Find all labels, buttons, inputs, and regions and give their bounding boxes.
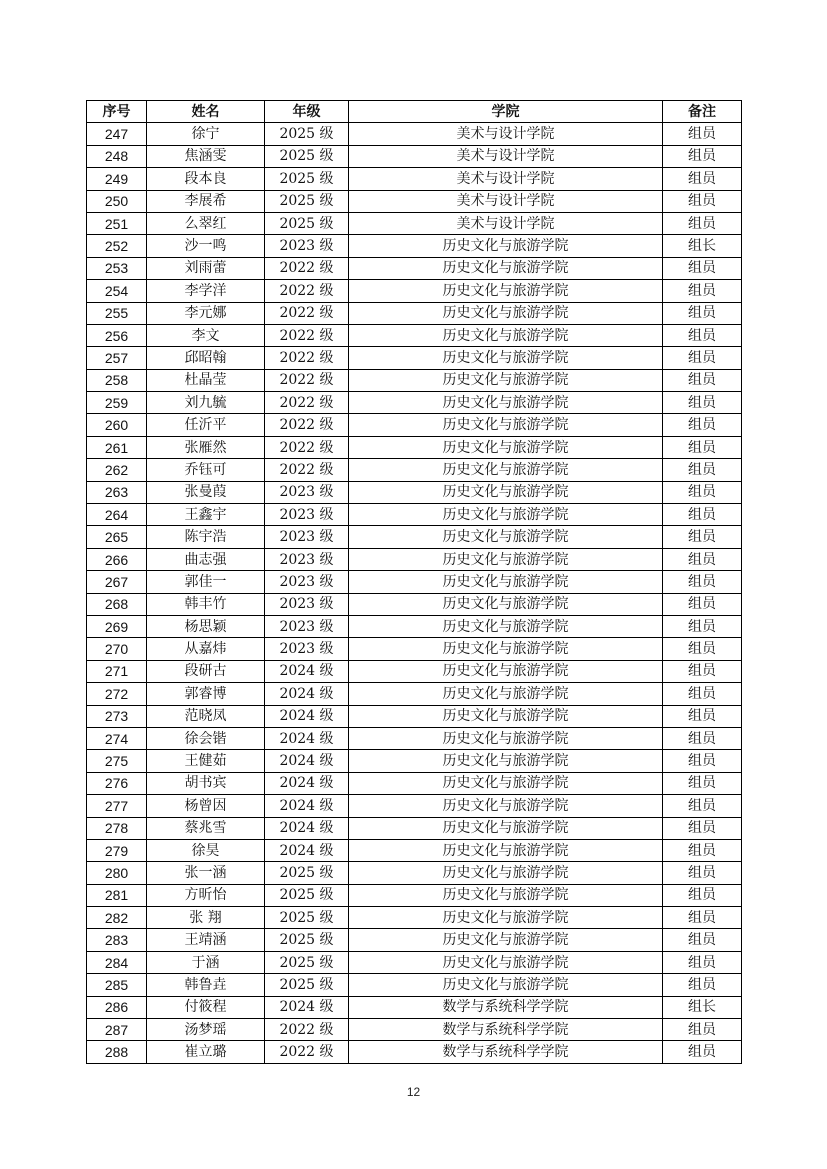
cell-college: 历史文化与旅游学院: [349, 369, 663, 391]
cell-college: 历史文化与旅游学院: [349, 638, 663, 660]
cell-remark: 组员: [663, 392, 742, 414]
cell-index: 249: [87, 168, 147, 190]
cell-name: 崔立璐: [147, 1041, 265, 1063]
cell-index: 263: [87, 481, 147, 503]
cell-remark: 组员: [663, 750, 742, 772]
table-row: [87, 951, 742, 973]
cell-name: 郭佳一: [147, 571, 265, 593]
cell-college: 历史文化与旅游学院: [349, 929, 663, 951]
cell-remark: 组员: [663, 481, 742, 503]
cell-remark: 组员: [663, 951, 742, 973]
cell-remark: 组员: [663, 347, 742, 369]
table-row: [87, 145, 742, 167]
table-row: [87, 974, 742, 996]
table-row: [87, 683, 742, 705]
cell-index: 270: [87, 638, 147, 660]
cell-index: 285: [87, 974, 147, 996]
table-row: [87, 638, 742, 660]
cell-index: 255: [87, 302, 147, 324]
table-row: [87, 571, 742, 593]
table-row: [87, 907, 742, 929]
cell-college: 历史文化与旅游学院: [349, 817, 663, 839]
cell-name: 沙一鸣: [147, 235, 265, 257]
cell-grade: 2024 级: [265, 772, 349, 794]
table-row: [87, 705, 742, 727]
cell-name: 段本良: [147, 168, 265, 190]
table-header-row: [87, 101, 742, 123]
cell-college: 数学与系统科学学院: [349, 996, 663, 1018]
cell-remark: 组员: [663, 817, 742, 839]
table-row: [87, 1041, 742, 1063]
cell-remark: 组员: [663, 436, 742, 458]
cell-name: 韩鲁垚: [147, 974, 265, 996]
cell-grade: 2025 级: [265, 929, 349, 951]
cell-remark: 组员: [663, 324, 742, 346]
cell-remark: 组员: [663, 459, 742, 481]
cell-grade: 2024 级: [265, 996, 349, 1018]
cell-remark: 组员: [663, 615, 742, 637]
cell-grade: 2025 级: [265, 974, 349, 996]
cell-index: 253: [87, 257, 147, 279]
cell-name: 杨思颖: [147, 615, 265, 637]
cell-grade: 2022 级: [265, 369, 349, 391]
table-row: [87, 347, 742, 369]
cell-college: 美术与设计学院: [349, 212, 663, 234]
cell-remark: 组员: [663, 683, 742, 705]
cell-remark: 组员: [663, 795, 742, 817]
cell-index: 268: [87, 593, 147, 615]
cell-name: 胡书宾: [147, 772, 265, 794]
cell-index: 265: [87, 526, 147, 548]
cell-college: 历史文化与旅游学院: [349, 235, 663, 257]
cell-name: 焦涵雯: [147, 145, 265, 167]
cell-name: 汤梦瑶: [147, 1019, 265, 1041]
cell-grade: 2022 级: [265, 414, 349, 436]
cell-name: 于涵: [147, 951, 265, 973]
cell-index: 275: [87, 750, 147, 772]
table-row: [87, 324, 742, 346]
cell-college: 美术与设计学院: [349, 145, 663, 167]
cell-name: 徐会锴: [147, 727, 265, 749]
cell-index: 282: [87, 907, 147, 929]
cell-grade: 2025 级: [265, 862, 349, 884]
cell-grade: 2024 级: [265, 727, 349, 749]
table-row: [87, 996, 742, 1018]
cell-grade: 2023 级: [265, 235, 349, 257]
cell-grade: 2023 级: [265, 548, 349, 570]
cell-index: 278: [87, 817, 147, 839]
table-row: [87, 817, 742, 839]
cell-college: 历史文化与旅游学院: [349, 414, 663, 436]
cell-remark: 组员: [663, 123, 742, 145]
cell-college: 历史文化与旅游学院: [349, 683, 663, 705]
cell-index: 254: [87, 280, 147, 302]
cell-grade: 2022 级: [265, 280, 349, 302]
cell-remark: 组长: [663, 235, 742, 257]
cell-index: 251: [87, 212, 147, 234]
cell-college: 美术与设计学院: [349, 190, 663, 212]
cell-grade: 2022 级: [265, 347, 349, 369]
cell-grade: 2024 级: [265, 660, 349, 682]
cell-remark: 组员: [663, 526, 742, 548]
cell-grade: 2022 级: [265, 1041, 349, 1063]
cell-index: 284: [87, 951, 147, 973]
cell-college: 历史文化与旅游学院: [349, 504, 663, 526]
header-index: 序号: [87, 101, 147, 123]
cell-remark: 组员: [663, 168, 742, 190]
cell-index: 259: [87, 392, 147, 414]
cell-grade: 2022 级: [265, 324, 349, 346]
cell-remark: 组员: [663, 548, 742, 570]
cell-college: 历史文化与旅游学院: [349, 436, 663, 458]
cell-name: 段研古: [147, 660, 265, 682]
cell-grade: 2023 级: [265, 481, 349, 503]
table-row: [87, 862, 742, 884]
cell-name: 范晓凤: [147, 705, 265, 727]
cell-index: 286: [87, 996, 147, 1018]
cell-college: 历史文化与旅游学院: [349, 571, 663, 593]
member-table: [86, 100, 742, 1064]
cell-grade: 2025 级: [265, 884, 349, 906]
cell-index: 273: [87, 705, 147, 727]
cell-name: 郭睿博: [147, 683, 265, 705]
cell-college: 美术与设计学院: [349, 123, 663, 145]
cell-grade: 2022 级: [265, 257, 349, 279]
cell-grade: 2022 级: [265, 436, 349, 458]
cell-name: 王鑫宇: [147, 504, 265, 526]
cell-college: 历史文化与旅游学院: [349, 750, 663, 772]
cell-college: 历史文化与旅游学院: [349, 347, 663, 369]
page-number: 12: [406, 1085, 421, 1099]
cell-college: 历史文化与旅游学院: [349, 772, 663, 794]
cell-college: 数学与系统科学学院: [349, 1019, 663, 1041]
cell-remark: 组员: [663, 862, 742, 884]
cell-name: 杜晶莹: [147, 369, 265, 391]
cell-index: 287: [87, 1019, 147, 1041]
cell-college: 历史文化与旅游学院: [349, 302, 663, 324]
cell-index: 248: [87, 145, 147, 167]
header-college: 学院: [349, 101, 663, 123]
header-remark: 备注: [663, 101, 742, 123]
table-row: [87, 436, 742, 458]
cell-remark: 组员: [663, 772, 742, 794]
cell-grade: 2022 级: [265, 1019, 349, 1041]
cell-college: 历史文化与旅游学院: [349, 324, 663, 346]
cell-remark: 组员: [663, 504, 742, 526]
cell-remark: 组员: [663, 839, 742, 861]
cell-grade: 2024 级: [265, 683, 349, 705]
cell-index: 279: [87, 839, 147, 861]
cell-college: 历史文化与旅游学院: [349, 951, 663, 973]
cell-college: 历史文化与旅游学院: [349, 660, 663, 682]
cell-grade: 2025 级: [265, 951, 349, 973]
table-row: [87, 526, 742, 548]
table-row: [87, 369, 742, 391]
cell-college: 历史文化与旅游学院: [349, 257, 663, 279]
cell-index: 261: [87, 436, 147, 458]
cell-grade: 2022 级: [265, 459, 349, 481]
table-row: [87, 414, 742, 436]
table-row: [87, 123, 742, 145]
cell-index: 280: [87, 862, 147, 884]
table-row: [87, 795, 742, 817]
cell-index: 267: [87, 571, 147, 593]
table-row: [87, 727, 742, 749]
cell-grade: 2025 级: [265, 907, 349, 929]
table-row: [87, 660, 742, 682]
cell-name: 张一涵: [147, 862, 265, 884]
table-row: [87, 615, 742, 637]
table-body: [87, 123, 742, 1063]
cell-index: 257: [87, 347, 147, 369]
cell-college: 历史文化与旅游学院: [349, 593, 663, 615]
header-grade: 年级: [265, 101, 349, 123]
cell-grade: 2023 级: [265, 638, 349, 660]
cell-college: 历史文化与旅游学院: [349, 727, 663, 749]
cell-index: 281: [87, 884, 147, 906]
cell-grade: 2022 级: [265, 392, 349, 414]
cell-name: 徐昊: [147, 839, 265, 861]
cell-college: 历史文化与旅游学院: [349, 974, 663, 996]
cell-college: 历史文化与旅游学院: [349, 839, 663, 861]
cell-remark: 组员: [663, 660, 742, 682]
cell-name: 乔钰可: [147, 459, 265, 481]
cell-index: 264: [87, 504, 147, 526]
cell-remark: 组员: [663, 593, 742, 615]
cell-remark: 组员: [663, 1041, 742, 1063]
cell-remark: 组员: [663, 638, 742, 660]
cell-college: 历史文化与旅游学院: [349, 526, 663, 548]
cell-name: 徐宁: [147, 123, 265, 145]
table-row: [87, 392, 742, 414]
cell-index: 269: [87, 615, 147, 637]
cell-grade: 2025 级: [265, 168, 349, 190]
cell-grade: 2025 级: [265, 212, 349, 234]
cell-index: 266: [87, 548, 147, 570]
cell-remark: 组员: [663, 414, 742, 436]
cell-grade: 2023 级: [265, 526, 349, 548]
table-row: [87, 168, 742, 190]
cell-college: 历史文化与旅游学院: [349, 615, 663, 637]
cell-index: 288: [87, 1041, 147, 1063]
cell-index: 258: [87, 369, 147, 391]
table-row: [87, 839, 742, 861]
cell-remark: 组员: [663, 974, 742, 996]
table-row: [87, 548, 742, 570]
cell-college: 数学与系统科学学院: [349, 1041, 663, 1063]
cell-college: 历史文化与旅游学院: [349, 795, 663, 817]
cell-name: 陈宇浩: [147, 526, 265, 548]
cell-index: 256: [87, 324, 147, 346]
table-row: [87, 929, 742, 951]
cell-name: 李学洋: [147, 280, 265, 302]
cell-name: 张曼葭: [147, 481, 265, 503]
table-row: [87, 1019, 742, 1041]
cell-grade: 2023 级: [265, 504, 349, 526]
cell-name: 王靖涵: [147, 929, 265, 951]
cell-index: 252: [87, 235, 147, 257]
table-row: [87, 593, 742, 615]
cell-grade: 2023 级: [265, 593, 349, 615]
cell-college: 历史文化与旅游学院: [349, 481, 663, 503]
cell-remark: 组员: [663, 280, 742, 302]
cell-remark: 组员: [663, 190, 742, 212]
cell-index: 247: [87, 123, 147, 145]
cell-college: 历史文化与旅游学院: [349, 392, 663, 414]
cell-grade: 2025 级: [265, 190, 349, 212]
table-row: [87, 884, 742, 906]
table-row: [87, 280, 742, 302]
cell-name: 张 翔: [147, 907, 265, 929]
cell-index: 271: [87, 660, 147, 682]
table-row: [87, 504, 742, 526]
cell-index: 260: [87, 414, 147, 436]
cell-grade: 2025 级: [265, 123, 349, 145]
cell-name: 韩丰竹: [147, 593, 265, 615]
table-row: [87, 235, 742, 257]
cell-index: 262: [87, 459, 147, 481]
cell-name: 李展希: [147, 190, 265, 212]
cell-grade: 2024 级: [265, 750, 349, 772]
table-row: [87, 750, 742, 772]
cell-remark: 组员: [663, 705, 742, 727]
cell-remark: 组员: [663, 369, 742, 391]
cell-index: 277: [87, 795, 147, 817]
cell-college: 历史文化与旅游学院: [349, 280, 663, 302]
cell-college: 美术与设计学院: [349, 168, 663, 190]
cell-remark: 组长: [663, 996, 742, 1018]
cell-name: 张雁然: [147, 436, 265, 458]
cell-college: 历史文化与旅游学院: [349, 705, 663, 727]
cell-name: 刘雨蕾: [147, 257, 265, 279]
cell-index: 250: [87, 190, 147, 212]
cell-name: 杨曾因: [147, 795, 265, 817]
cell-remark: 组员: [663, 907, 742, 929]
cell-grade: 2024 级: [265, 705, 349, 727]
cell-grade: 2023 级: [265, 571, 349, 593]
cell-name: 么翠红: [147, 212, 265, 234]
cell-college: 历史文化与旅游学院: [349, 907, 663, 929]
cell-index: 283: [87, 929, 147, 951]
cell-grade: 2025 级: [265, 145, 349, 167]
cell-name: 付筱程: [147, 996, 265, 1018]
table-row: [87, 212, 742, 234]
cell-remark: 组员: [663, 145, 742, 167]
cell-name: 刘九毓: [147, 392, 265, 414]
cell-grade: 2022 级: [265, 302, 349, 324]
cell-name: 方昕怡: [147, 884, 265, 906]
cell-college: 历史文化与旅游学院: [349, 459, 663, 481]
cell-grade: 2024 级: [265, 817, 349, 839]
cell-college: 历史文化与旅游学院: [349, 548, 663, 570]
cell-remark: 组员: [663, 212, 742, 234]
cell-remark: 组员: [663, 1019, 742, 1041]
cell-grade: 2023 级: [265, 615, 349, 637]
cell-remark: 组员: [663, 727, 742, 749]
cell-remark: 组员: [663, 929, 742, 951]
cell-name: 曲志强: [147, 548, 265, 570]
cell-index: 276: [87, 772, 147, 794]
cell-name: 李元娜: [147, 302, 265, 324]
cell-name: 李文: [147, 324, 265, 346]
cell-index: 274: [87, 727, 147, 749]
table-row: [87, 459, 742, 481]
table-row: [87, 302, 742, 324]
cell-name: 蔡兆雪: [147, 817, 265, 839]
cell-name: 从嘉炜: [147, 638, 265, 660]
table-row: [87, 481, 742, 503]
cell-remark: 组员: [663, 571, 742, 593]
cell-remark: 组员: [663, 302, 742, 324]
cell-remark: 组员: [663, 884, 742, 906]
cell-grade: 2024 级: [265, 839, 349, 861]
cell-remark: 组员: [663, 257, 742, 279]
cell-name: 邱昭翰: [147, 347, 265, 369]
cell-name: 王健茹: [147, 750, 265, 772]
cell-college: 历史文化与旅游学院: [349, 884, 663, 906]
table-row: [87, 257, 742, 279]
header-name: 姓名: [147, 101, 265, 123]
cell-index: 272: [87, 683, 147, 705]
table-row: [87, 190, 742, 212]
cell-name: 任沂平: [147, 414, 265, 436]
cell-college: 历史文化与旅游学院: [349, 862, 663, 884]
cell-grade: 2024 级: [265, 795, 349, 817]
table-row: [87, 772, 742, 794]
